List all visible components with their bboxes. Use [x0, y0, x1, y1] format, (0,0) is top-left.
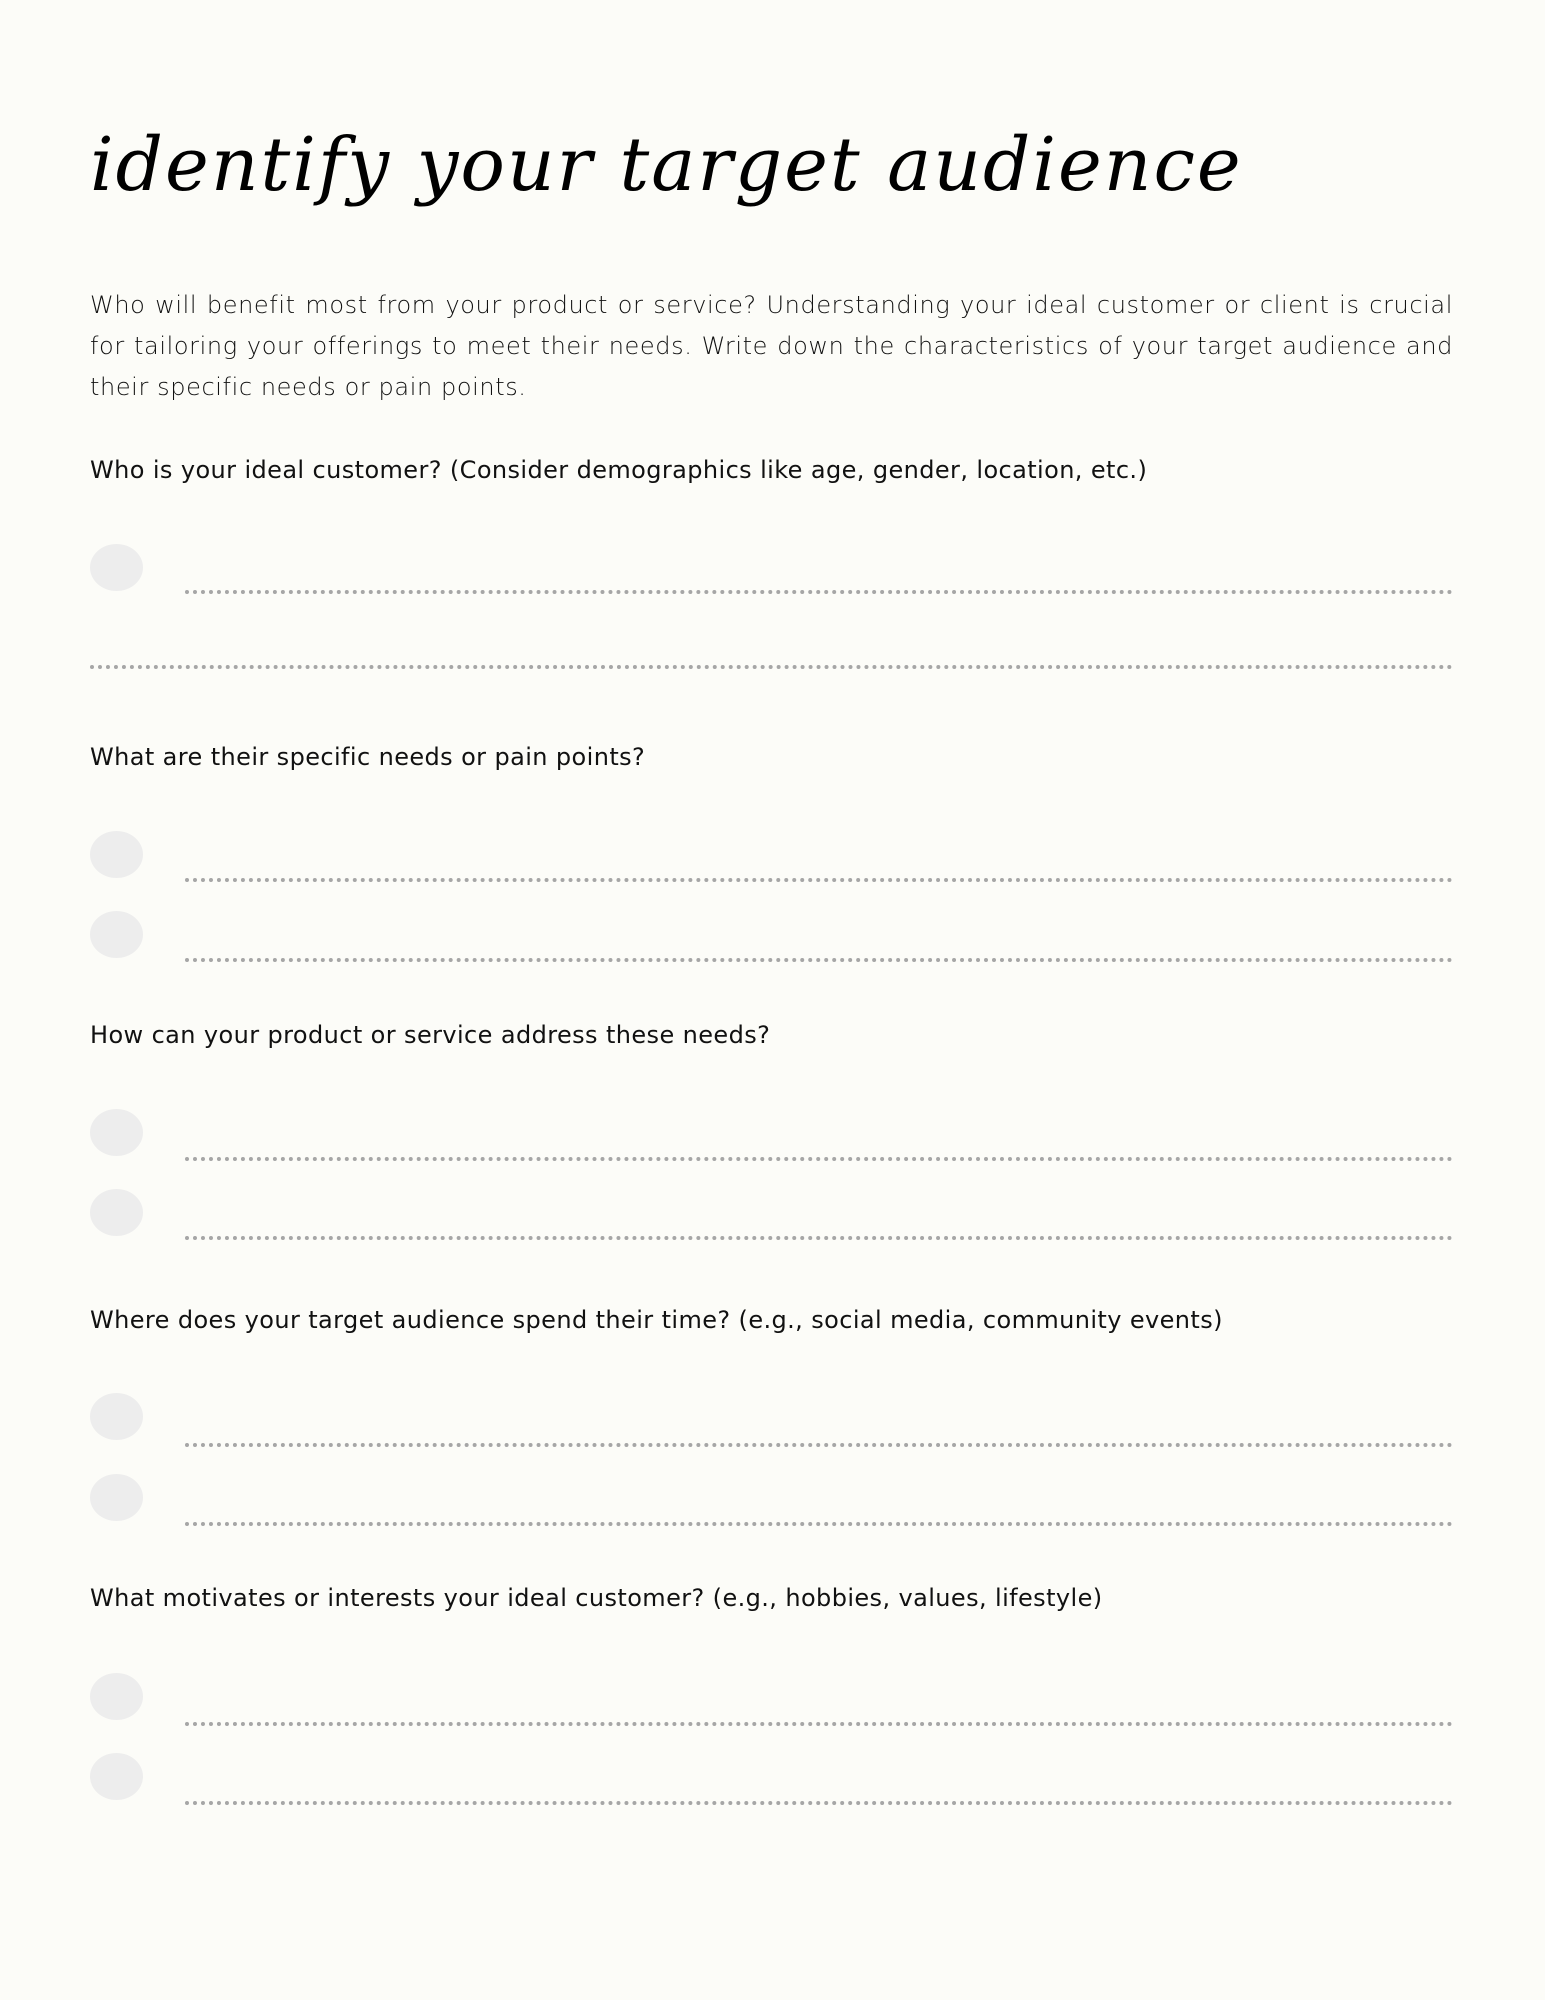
intro-paragraph: Who will benefit most from your product or service? Understanding your ideal customer or client is crucial for tailoring your offerings to meet their needs. Write down the characteristics of your target audience and their specific needs or pain points. [90, 291, 1453, 401]
bullet-circle [90, 1753, 143, 1800]
bullet-circle [90, 544, 143, 591]
question-5: What motivates or interests your ideal customer? (e.g., hobbies, values, lifestyle) [90, 1584, 1103, 1612]
answer-line[interactable] [90, 665, 1453, 669]
answer-line[interactable] [185, 1722, 1453, 1726]
answer-line[interactable] [185, 1236, 1453, 1240]
answer-line[interactable] [185, 1801, 1453, 1805]
bullet-circle [90, 1109, 143, 1156]
bullet-circle [90, 1474, 143, 1521]
bullet-circle [90, 911, 143, 958]
question-2: What are their specific needs or pain points? [90, 743, 646, 771]
bullet-circle [90, 1189, 143, 1236]
bullet-circle [90, 831, 143, 878]
page-title: identify your target audience [90, 122, 1243, 208]
question-4: Where does your target audience spend their time? (e.g., social media, community events) [90, 1306, 1223, 1334]
bullet-circle [90, 1393, 143, 1440]
bullet-circle [90, 1673, 143, 1720]
answer-line[interactable] [185, 590, 1453, 594]
answer-line[interactable] [185, 1157, 1453, 1161]
answer-line[interactable] [185, 1522, 1453, 1526]
answer-line[interactable] [185, 958, 1453, 962]
question-1: Who is your ideal customer? (Consider demographics like age, gender, location, etc.) [90, 456, 1148, 484]
answer-line[interactable] [185, 1443, 1453, 1447]
question-3: How can your product or service address these needs? [90, 1021, 771, 1049]
answer-line[interactable] [185, 878, 1453, 882]
